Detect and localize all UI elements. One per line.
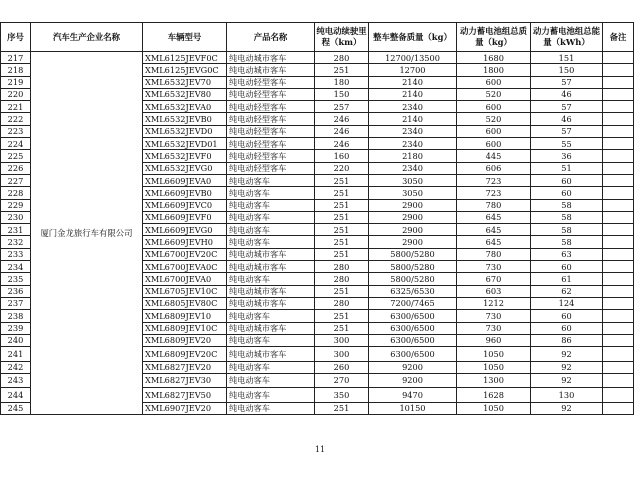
cell-model: XML6125JEVF0C <box>143 52 227 64</box>
cell-product: 纯电动轻型客车 <box>227 138 315 150</box>
cell-product: 纯电动客车 <box>227 388 315 402</box>
cell-seq: 244 <box>1 388 31 402</box>
cell-mass: 3050 <box>369 174 457 186</box>
cell-battery-mass: 603 <box>457 285 531 297</box>
cell-range: 251 <box>315 248 369 260</box>
cell-mass: 2900 <box>369 236 457 248</box>
cell-battery-energy: 130 <box>531 388 603 402</box>
cell-product: 纯电动客车 <box>227 236 315 248</box>
cell-notes <box>603 297 634 309</box>
cell-battery-energy: 92 <box>531 373 603 387</box>
cell-battery-mass: 1212 <box>457 297 531 309</box>
table-header-row <box>1 23 634 52</box>
cell-product: 纯电动城市客车 <box>227 347 315 361</box>
cell-mass: 2340 <box>369 101 457 113</box>
cell-mass: 6300/6500 <box>369 347 457 361</box>
cell-battery-energy: 55 <box>531 138 603 150</box>
cell-seq: 243 <box>1 373 31 387</box>
cell-notes <box>603 199 634 211</box>
cell-battery-mass: 600 <box>457 125 531 137</box>
cell-battery-mass: 645 <box>457 224 531 236</box>
cell-notes <box>603 285 634 297</box>
cell-battery-mass: 960 <box>457 334 531 346</box>
cell-mass: 2180 <box>369 150 457 162</box>
cell-battery-mass: 645 <box>457 236 531 248</box>
page-number: 11 <box>314 445 326 454</box>
cell-mass: 5800/5280 <box>369 273 457 285</box>
cell-battery-energy: 58 <box>531 199 603 211</box>
cell-notes <box>603 334 634 346</box>
cell-model: XML6809JEV20 <box>143 334 227 346</box>
cell-notes <box>603 248 634 260</box>
cell-battery-mass: 780 <box>457 199 531 211</box>
cell-product: 纯电动城市客车 <box>227 322 315 334</box>
cell-battery-mass: 1680 <box>457 52 531 64</box>
cell-battery-mass: 1800 <box>457 64 531 76</box>
cell-range: 251 <box>315 199 369 211</box>
cell-model: XML6609JEVH0 <box>143 236 227 248</box>
table-row <box>1 52 634 64</box>
cell-mass: 2140 <box>369 76 457 88</box>
cell-product: 纯电动客车 <box>227 373 315 387</box>
cell-mass: 2900 <box>369 211 457 223</box>
cell-battery-energy: 62 <box>531 285 603 297</box>
cell-seq: 240 <box>1 334 31 346</box>
cell-model: XML6532JEVA0 <box>143 101 227 113</box>
cell-notes <box>603 101 634 113</box>
cell-range: 251 <box>315 285 369 297</box>
cell-product: 纯电动轻型客车 <box>227 76 315 88</box>
cell-battery-energy: 150 <box>531 64 603 76</box>
cell-model: XML6700JEV20C <box>143 248 227 260</box>
cell-mass: 9200 <box>369 373 457 387</box>
cell-mass: 7200/7465 <box>369 297 457 309</box>
cell-seq: 219 <box>1 76 31 88</box>
cell-battery-energy: 92 <box>531 361 603 373</box>
cell-mass: 6325/6530 <box>369 285 457 297</box>
cell-seq: 232 <box>1 236 31 248</box>
cell-model: XML6609JEVF0 <box>143 211 227 223</box>
cell-model: XML6809JEV10C <box>143 322 227 334</box>
cell-battery-energy: 92 <box>531 402 603 414</box>
cell-product: 纯电动轻型客车 <box>227 113 315 125</box>
cell-product: 纯电动客车 <box>227 224 315 236</box>
cell-battery-mass: 1050 <box>457 361 531 373</box>
cell-battery-energy: 151 <box>531 52 603 64</box>
cell-battery-energy: 60 <box>531 310 603 322</box>
cell-range: 251 <box>315 174 369 186</box>
cell-product: 纯电动客车 <box>227 334 315 346</box>
table-body <box>1 52 634 415</box>
cell-seq: 235 <box>1 273 31 285</box>
cell-seq: 229 <box>1 199 31 211</box>
cell-model: XML6125JEVG0C <box>143 64 227 76</box>
cell-model: XML6827JEV20 <box>143 361 227 373</box>
cell-range: 300 <box>315 334 369 346</box>
cell-battery-energy: 124 <box>531 297 603 309</box>
cell-battery-mass: 520 <box>457 113 531 125</box>
cell-product: 纯电动轻型客车 <box>227 88 315 100</box>
cell-product: 纯电动城市客车 <box>227 52 315 64</box>
cell-battery-mass: 723 <box>457 187 531 199</box>
cell-mass: 12700/13500 <box>369 52 457 64</box>
cell-model: XML6827JEV50 <box>143 388 227 402</box>
cell-battery-mass: 600 <box>457 101 531 113</box>
cell-seq: 239 <box>1 322 31 334</box>
cell-seq: 238 <box>1 310 31 322</box>
cell-notes <box>603 174 634 186</box>
cell-battery-energy: 58 <box>531 224 603 236</box>
cell-notes <box>603 211 634 223</box>
cell-product: 纯电动客车 <box>227 174 315 186</box>
cell-mass: 3050 <box>369 187 457 199</box>
cell-range: 246 <box>315 113 369 125</box>
cell-range: 150 <box>315 88 369 100</box>
cell-battery-mass: 780 <box>457 248 531 260</box>
cell-notes <box>603 310 634 322</box>
cell-notes <box>603 261 634 273</box>
cell-notes <box>603 273 634 285</box>
cell-model: XML6532JEVG0 <box>143 162 227 174</box>
cell-battery-energy: 46 <box>531 88 603 100</box>
cell-battery-energy: 57 <box>531 101 603 113</box>
cell-range: 251 <box>315 322 369 334</box>
cell-product: 纯电动客车 <box>227 402 315 414</box>
cell-seq: 221 <box>1 101 31 113</box>
cell-seq: 245 <box>1 402 31 414</box>
cell-notes <box>603 150 634 162</box>
cell-range: 280 <box>315 273 369 285</box>
cell-seq: 230 <box>1 211 31 223</box>
cell-seq: 237 <box>1 297 31 309</box>
cell-battery-mass: 600 <box>457 138 531 150</box>
cell-range: 180 <box>315 76 369 88</box>
cell-mass: 2340 <box>369 162 457 174</box>
cell-battery-energy: 63 <box>531 248 603 260</box>
cell-model: XML6532JEVD01 <box>143 138 227 150</box>
cell-mass: 5800/5280 <box>369 261 457 273</box>
cell-product: 纯电动城市客车 <box>227 248 315 260</box>
cell-battery-energy: 92 <box>531 347 603 361</box>
cell-seq: 217 <box>1 52 31 64</box>
cell-battery-energy: 46 <box>531 113 603 125</box>
header-model: 车辆型号 <box>143 23 227 52</box>
cell-range: 251 <box>315 224 369 236</box>
cell-mass: 2140 <box>369 113 457 125</box>
cell-battery-energy: 60 <box>531 261 603 273</box>
cell-battery-mass: 645 <box>457 211 531 223</box>
cell-battery-energy: 60 <box>531 187 603 199</box>
cell-battery-energy: 58 <box>531 211 603 223</box>
cell-notes <box>603 187 634 199</box>
cell-range: 270 <box>315 373 369 387</box>
cell-range: 280 <box>315 297 369 309</box>
cell-model: XML6532JEV70 <box>143 76 227 88</box>
cell-range: 160 <box>315 150 369 162</box>
cell-notes <box>603 125 634 137</box>
cell-range: 251 <box>315 402 369 414</box>
cell-battery-energy: 36 <box>531 150 603 162</box>
cell-product: 纯电动客车 <box>227 361 315 373</box>
cell-seq: 225 <box>1 150 31 162</box>
cell-mass: 6300/6500 <box>369 310 457 322</box>
cell-notes <box>603 162 634 174</box>
cell-battery-energy: 60 <box>531 174 603 186</box>
vehicle-table <box>0 22 634 415</box>
cell-battery-mass: 445 <box>457 150 531 162</box>
cell-mass: 9470 <box>369 388 457 402</box>
cell-seq: 241 <box>1 347 31 361</box>
cell-notes <box>603 138 634 150</box>
cell-battery-mass: 730 <box>457 310 531 322</box>
cell-notes <box>603 113 634 125</box>
cell-range: 220 <box>315 162 369 174</box>
cell-company: 厦门金龙旅行车有限公司 <box>31 52 143 415</box>
cell-mass: 5800/5280 <box>369 248 457 260</box>
cell-product: 纯电动客车 <box>227 199 315 211</box>
cell-battery-mass: 600 <box>457 76 531 88</box>
cell-model: XML6809JEV20C <box>143 347 227 361</box>
cell-range: 257 <box>315 101 369 113</box>
header-range: 纯电动续驶里程（km） <box>315 23 369 52</box>
cell-product: 纯电动客车 <box>227 211 315 223</box>
cell-battery-mass: 730 <box>457 322 531 334</box>
cell-model: XML6827JEV30 <box>143 373 227 387</box>
cell-mass: 6300/6500 <box>369 322 457 334</box>
cell-range: 350 <box>315 388 369 402</box>
cell-range: 300 <box>315 347 369 361</box>
cell-range: 251 <box>315 236 369 248</box>
cell-range: 246 <box>315 138 369 150</box>
cell-mass: 2900 <box>369 199 457 211</box>
cell-model: XML6609JEVG0 <box>143 224 227 236</box>
cell-battery-mass: 1050 <box>457 347 531 361</box>
cell-product: 纯电动客车 <box>227 310 315 322</box>
cell-product: 纯电动城市客车 <box>227 64 315 76</box>
header-company: 汽车生产企业名称 <box>31 23 143 52</box>
cell-mass: 2900 <box>369 224 457 236</box>
cell-range: 246 <box>315 125 369 137</box>
cell-notes <box>603 361 634 373</box>
cell-model: XML6609JEVA0 <box>143 174 227 186</box>
header-notes: 备注 <box>603 23 634 52</box>
cell-notes <box>603 224 634 236</box>
cell-mass: 2340 <box>369 138 457 150</box>
cell-seq: 220 <box>1 88 31 100</box>
header-product: 产品名称 <box>227 23 315 52</box>
cell-notes <box>603 76 634 88</box>
cell-range: 251 <box>315 310 369 322</box>
cell-mass: 10150 <box>369 402 457 414</box>
cell-product: 纯电动轻型客车 <box>227 101 315 113</box>
cell-notes <box>603 52 634 64</box>
cell-notes <box>603 388 634 402</box>
cell-battery-energy: 60 <box>531 322 603 334</box>
cell-seq: 218 <box>1 64 31 76</box>
cell-mass: 9200 <box>369 361 457 373</box>
header-seq: 序号 <box>1 23 31 52</box>
cell-battery-energy: 57 <box>531 125 603 137</box>
cell-seq: 228 <box>1 187 31 199</box>
cell-model: XML6609JEVC0 <box>143 199 227 211</box>
cell-battery-mass: 1050 <box>457 402 531 414</box>
cell-mass: 2340 <box>369 125 457 137</box>
cell-notes <box>603 236 634 248</box>
cell-model: XML6700JEVA0C <box>143 261 227 273</box>
cell-notes <box>603 64 634 76</box>
cell-battery-mass: 1628 <box>457 388 531 402</box>
cell-notes <box>603 88 634 100</box>
cell-seq: 222 <box>1 113 31 125</box>
cell-battery-mass: 723 <box>457 174 531 186</box>
cell-product: 纯电动轻型客车 <box>227 125 315 137</box>
cell-product: 纯电动城市客车 <box>227 297 315 309</box>
cell-range: 251 <box>315 187 369 199</box>
cell-product: 纯电动客车 <box>227 273 315 285</box>
cell-model: XML6609JEVB0 <box>143 187 227 199</box>
cell-notes <box>603 347 634 361</box>
cell-seq: 242 <box>1 361 31 373</box>
cell-product: 纯电动客车 <box>227 187 315 199</box>
cell-product: 纯电动城市客车 <box>227 261 315 273</box>
cell-battery-energy: 57 <box>531 76 603 88</box>
cell-model: XML6705JEV10C <box>143 285 227 297</box>
cell-battery-mass: 730 <box>457 261 531 273</box>
cell-model: XML6700JEVA0 <box>143 273 227 285</box>
cell-battery-energy: 61 <box>531 273 603 285</box>
cell-product: 纯电动轻型客车 <box>227 150 315 162</box>
cell-notes <box>603 402 634 414</box>
header-battery-mass: 动力蓄电池组总质量（kg） <box>457 23 531 52</box>
cell-model: XML6532JEVD0 <box>143 125 227 137</box>
header-mass: 整车整备质量（kg） <box>369 23 457 52</box>
cell-mass: 6300/6500 <box>369 334 457 346</box>
cell-model: XML6532JEV80 <box>143 88 227 100</box>
cell-model: XML6532JEVB0 <box>143 113 227 125</box>
cell-range: 280 <box>315 52 369 64</box>
cell-battery-energy: 51 <box>531 162 603 174</box>
cell-range: 260 <box>315 361 369 373</box>
cell-mass: 12700 <box>369 64 457 76</box>
cell-battery-energy: 86 <box>531 334 603 346</box>
header-battery-energy: 动力蓄电池组总能量（kWh） <box>531 23 603 52</box>
cell-notes <box>603 322 634 334</box>
cell-battery-mass: 606 <box>457 162 531 174</box>
cell-range: 251 <box>315 64 369 76</box>
cell-notes <box>603 373 634 387</box>
cell-product: 纯电动城市客车 <box>227 285 315 297</box>
cell-model: XML6907JEV20 <box>143 402 227 414</box>
cell-range: 251 <box>315 211 369 223</box>
cell-seq: 234 <box>1 261 31 273</box>
cell-model: XML6532JEVF0 <box>143 150 227 162</box>
cell-seq: 226 <box>1 162 31 174</box>
cell-seq: 223 <box>1 125 31 137</box>
cell-battery-energy: 58 <box>531 236 603 248</box>
cell-battery-mass: 1300 <box>457 373 531 387</box>
cell-model: XML6809JEV10 <box>143 310 227 322</box>
cell-seq: 233 <box>1 248 31 260</box>
cell-seq: 227 <box>1 174 31 186</box>
cell-seq: 236 <box>1 285 31 297</box>
cell-battery-mass: 520 <box>457 88 531 100</box>
cell-mass: 2140 <box>369 88 457 100</box>
cell-seq: 224 <box>1 138 31 150</box>
cell-seq: 231 <box>1 224 31 236</box>
cell-range: 280 <box>315 261 369 273</box>
cell-model: XML6805JEV80C <box>143 297 227 309</box>
cell-battery-mass: 670 <box>457 273 531 285</box>
cell-product: 纯电动轻型客车 <box>227 162 315 174</box>
